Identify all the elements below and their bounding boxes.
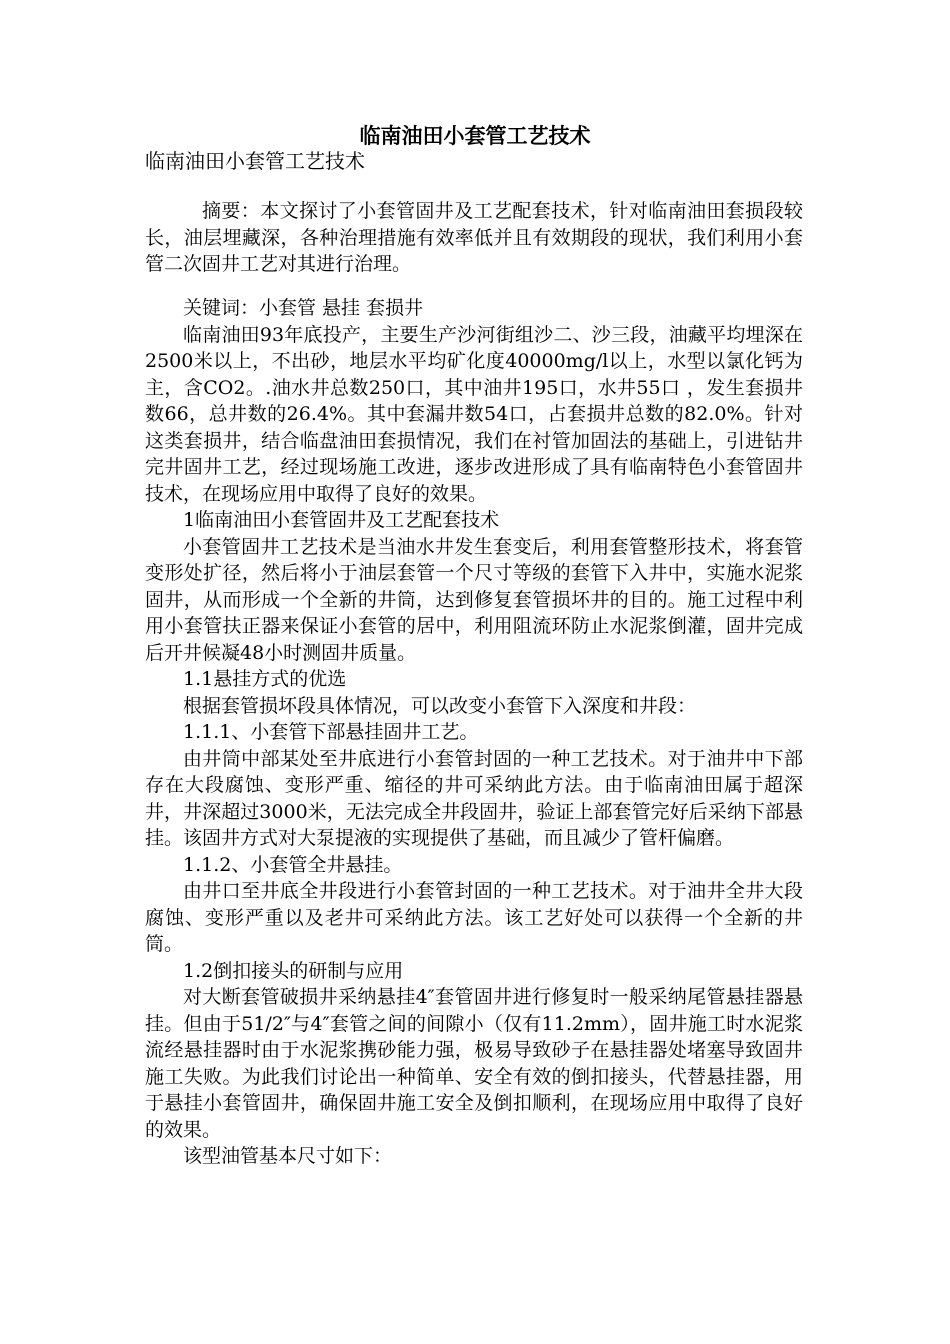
body-paragraph: 该型油管基本尺寸如下：: [183, 1145, 393, 1167]
abstract-paragraph: 摘要：本文探讨了小套管固井及工艺配套技术，针对临南油田套损段较长，油层埋藏深，各种治理措施有效率低并且有效期段的现状，我们利用小套管二次固井工艺对其进行治理。: [145, 200, 803, 275]
body-paragraph: 临南油田93年底投产，主要生产沙河街组沙二、沙三段，油藏平均埋深在2500米以上，不出砂，地层水平均矿化度40000mg/l以上，水型以氯化钙为主，含CO2。.油水井总数250口，其中油井195口，水井55口 ，发生套损井数66，总井数的26.4%。其中套漏井数54口，占套损井总数的82.0%。针对这类套损井，结合临盘油田套损情况，我们在衬管加固法的基础上，引进钻井完井固井工艺，经过现场施工改进，逐步改进形成了具有临南特色小套管固井技术，在现场应用中取得了良好的效果。: [145, 323, 803, 505]
body-paragraph: 由井口至井底全井段进行小套管封固的一种工艺技术。对于油井全井大段腐蚀、变形严重以及老井可采纳此方法。该工艺好处可以获得一个全新的井筒。: [145, 880, 803, 955]
main-text-block: [145, 295, 803, 1170]
keywords-line: 关键词：小套管 悬挂 套损井: [183, 297, 424, 319]
body-paragraph: 对大断套管破损井采纳悬挂4″套管固井进行修复时一般采纳尾管悬挂器悬挂。但由于51/2″与4″套管之间的间隙小（仅有11.2mm），固井施工时水泥浆流经悬挂器时由于水泥浆携砂能力强，极易导致砂子在悬挂器处堵塞导致固井施工失败。为此我们讨论出一种简单、安全有效的倒扣接头，代替悬挂器，用于悬挂小套管固井，确保固井施工安全及倒扣顺利，在现场应用中取得了良好的效果。: [145, 986, 803, 1141]
section-heading: 1.1悬挂方式的优选: [183, 668, 347, 690]
abstract-block: [145, 198, 803, 278]
document-title: 临南油田小套管工艺技术: [359, 123, 591, 148]
section-heading: 1.1.1、小套管下部悬挂固井工艺。: [183, 721, 479, 743]
document-subtitle: 临南油田小套管工艺技术: [145, 149, 365, 173]
section-heading: 1.2倒扣接头的研制与应用: [183, 959, 404, 982]
body-paragraph: 由井筒中部某处至井底进行小套管封固的一种工艺技术。对于油井中下部存在大段腐蚀、变形严重、缩径的井可采纳此方法。由于临南油田属于超深井，井深超过3000米，无法完成全井段固井，验证上部套管完好后采纳下部悬挂。该固井方式对大泵提液的实现提供了基础，而且减少了管杆偏磨。: [145, 747, 803, 849]
body-paragraph: 小套管固井工艺技术是当油水井发生套变后，利用套管整形技术，将套管变形处扩径，然后将小于油层套管一个尺寸等级的套管下入井中，实施水泥浆固井，从而形成一个全新的井筒，达到修复套管损坏井的目的。施工过程中利用小套管扶正器来保证小套管的居中，利用阻流环防止水泥浆倒灌，固井完成后开井候凝48小时测固井质量。: [145, 535, 803, 664]
body-paragraph: 根据套管损坏段具体情况，可以改变小套管下入深度和井段：: [183, 694, 697, 717]
section-heading: 1临南油田小套管固井及工艺配套技术: [183, 509, 500, 531]
section-heading: 1.1.2、小套管全井悬挂。: [183, 853, 403, 876]
